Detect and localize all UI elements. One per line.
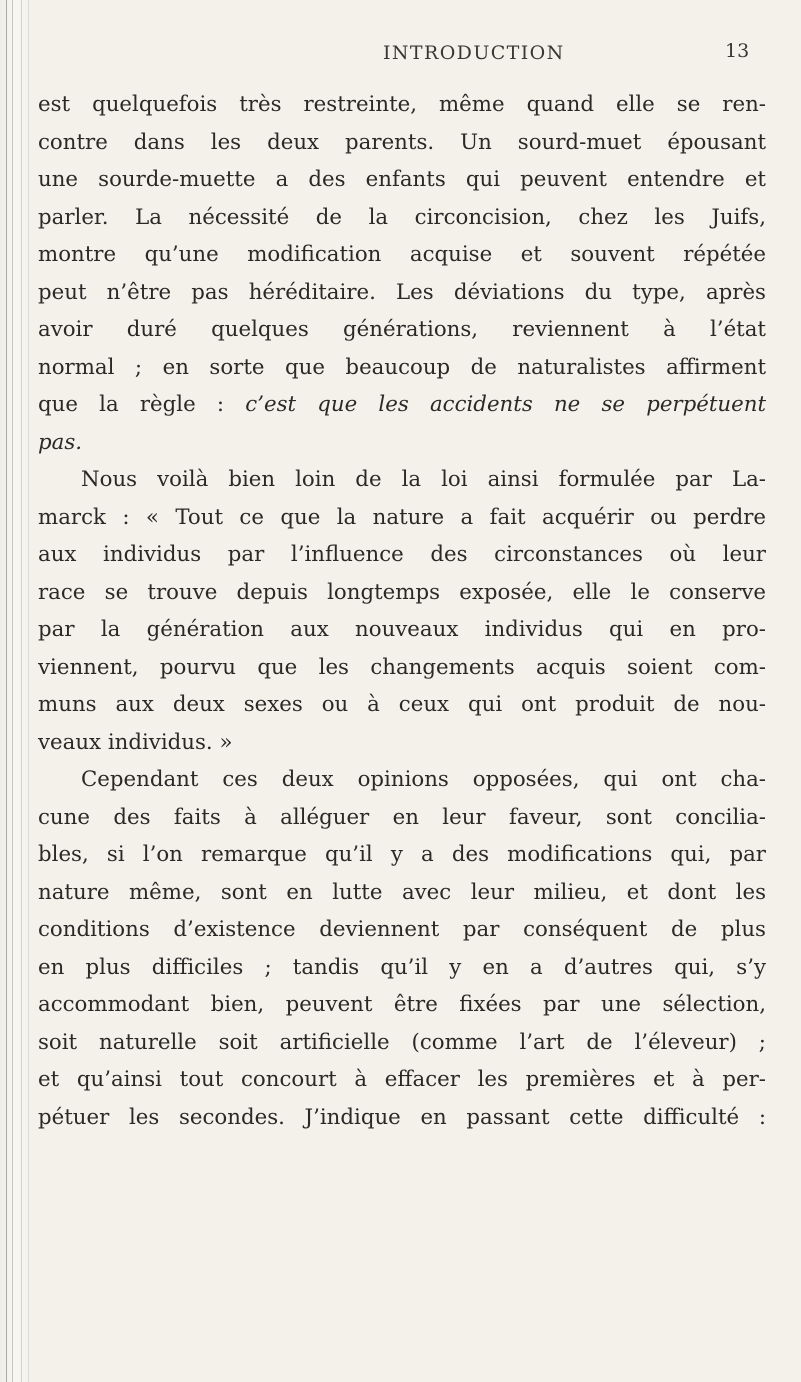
text-segment: est quelquefois très restreinte, même quand elle se ren-: [38, 92, 766, 117]
text-line: [36, 461, 766, 499]
text-line: [36, 386, 766, 424]
text-segment: marck : « Tout ce que la nature a fait acquérir ou perdre: [38, 504, 766, 530]
binding-line: [12, 0, 13, 1382]
text-segment: avoir duré quelques générations, reviennent à l’état: [38, 317, 766, 342]
body-text: [36, 86, 766, 1136]
text-segment: aux individus par l’influence des circonstances où leur: [38, 542, 766, 567]
text-line: [36, 499, 766, 537]
text-segment: nature même, sont en lutte avec leur milieu, et dont les: [38, 879, 766, 905]
binding-line: [21, 0, 22, 1382]
text-segment: soit naturelle soit artificielle (comme l’art de l’éleveur) ;: [38, 1029, 766, 1055]
text-segment: normal ; en sorte que beaucoup de naturalistes affirment: [38, 354, 766, 380]
text-segment: Nous voilà bien loin de la loi ainsi formulée par La-: [81, 467, 766, 492]
text-line: [36, 1061, 766, 1099]
text-line: [36, 424, 766, 462]
page-number: 13: [725, 40, 750, 62]
italic-text-segment: pas.: [38, 429, 83, 455]
text-line: [36, 761, 766, 799]
text-line: [36, 799, 766, 837]
text-line: [36, 1099, 766, 1137]
text-line: [36, 274, 766, 312]
text-segment: parler. La nécessité de la circoncision, chez les Juifs,: [38, 204, 766, 230]
text-line: [36, 124, 766, 162]
text-segment: bles, si l’on remarque qu’il y a des modifications qui, par: [38, 842, 766, 867]
text-line: [36, 536, 766, 574]
text-segment: montre qu’une modification acquise et souvent répétée: [38, 242, 766, 267]
text-line: [36, 574, 766, 612]
text-segment: viennent, pourvu que les changements acquis soient com-: [38, 654, 766, 680]
text-segment: par la génération aux nouveaux individus qui en pro-: [38, 617, 766, 642]
page-binding-edge: [0, 0, 34, 1382]
text-line: [36, 86, 766, 124]
book-page: [36, 30, 766, 1130]
text-line: [36, 874, 766, 912]
text-segment: accommodant bien, peuvent être fixées par une sélection,: [38, 992, 766, 1017]
text-segment: conditions d’existence deviennent par conséquent de plus: [38, 917, 766, 942]
text-segment: muns aux deux sexes ou à ceux qui ont produit de nou-: [38, 692, 766, 717]
text-line: [36, 649, 766, 687]
text-line: [36, 686, 766, 724]
text-segment: pétuer les secondes. J’indique en passant cette difficulté :: [38, 1104, 766, 1130]
text-line: [36, 199, 766, 237]
text-line: [36, 236, 766, 274]
text-segment: peut n’être pas héréditaire. Les déviations du type, après: [38, 279, 766, 305]
text-segment: veaux individus. »: [38, 729, 233, 755]
text-segment: en plus difficiles ; tandis qu’il y en a d’autres qui, s’y: [38, 954, 766, 980]
running-head: [36, 30, 766, 82]
binding-line: [28, 0, 29, 1382]
text-segment: cune des faits à alléguer en leur faveur, sont concilia-: [38, 804, 766, 830]
binding-line: [6, 0, 7, 1382]
text-segment: et qu’ainsi tout concourt à effacer les premières et à per-: [38, 1067, 766, 1092]
text-segment: contre dans les deux parents. Un sourd-muet épousant: [38, 129, 766, 155]
text-line: [36, 611, 766, 649]
text-line: [36, 349, 766, 387]
text-segment: Cependant ces deux opinions opposées, qui ont cha-: [81, 767, 766, 792]
text-line: [36, 986, 766, 1024]
text-line: [36, 836, 766, 874]
running-head-title: INTRODUCTION: [383, 42, 565, 64]
text-line: [36, 311, 766, 349]
text-segment: que la règle :: [38, 392, 246, 417]
text-line: [36, 949, 766, 987]
text-line: [36, 911, 766, 949]
text-line: [36, 161, 766, 199]
text-segment: race se trouve depuis longtemps exposée, elle le conserve: [38, 579, 766, 605]
text-line: [36, 1024, 766, 1062]
italic-text-segment: c’est que les accidents ne se perpétuent: [245, 392, 766, 417]
text-line: [36, 724, 766, 762]
text-segment: une sourde-muette a des enfants qui peuvent entendre et: [38, 167, 766, 192]
